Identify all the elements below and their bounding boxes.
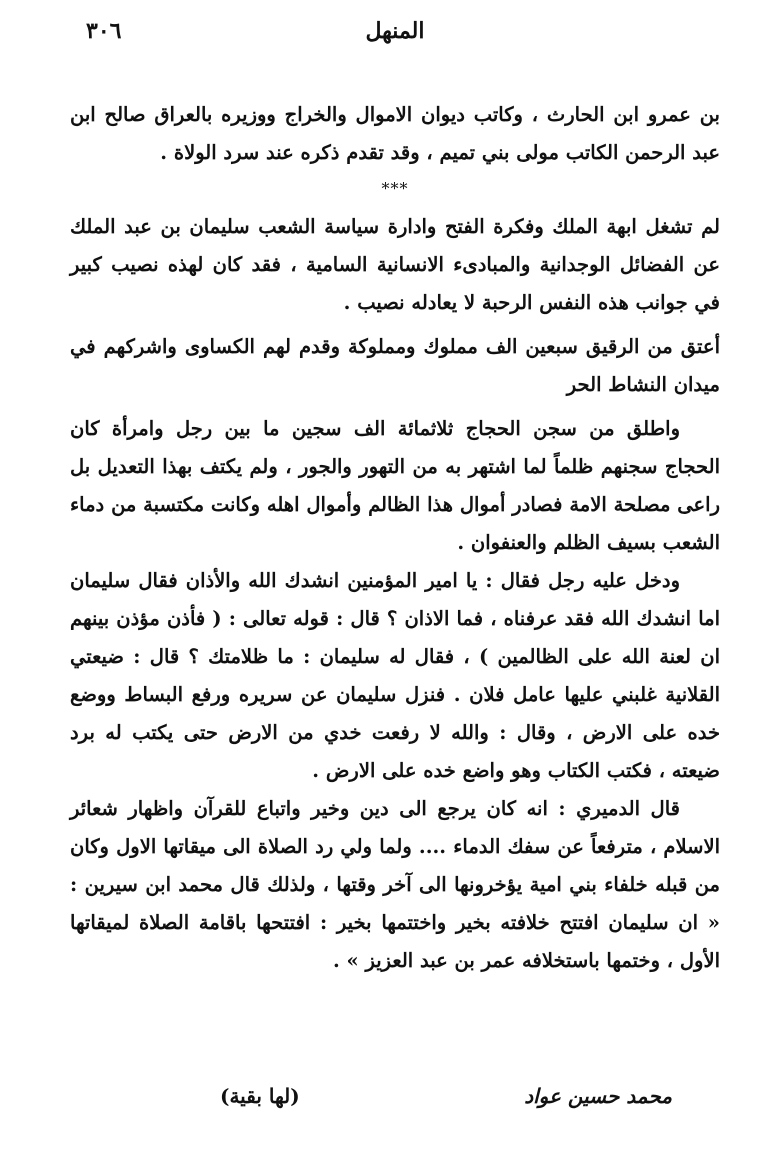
paragraph-5: ودخل عليه رجل فقال : يا امير المؤمنين انشدك الله والأذان فقال سليمان اما انشدك الله فقد عرفناه ، فما الاذان ؟ قال : قوله تعالى : ( فأذن مؤذن بينهم ان لعنة الله على الظالمين ) ، فقال له سليمان : ما ظلامتك ؟ قال : ضيعتي القلانية غلبني عليها عامل فلان . فنزل سليمان عن سريره ورفع البساط ووضع خده على الارض ، وقال : والله لا رفعت خدي من الارض حتى يكتب له برد ضيعته ، فكتب الكتاب وهو واضع خده على الارض . [70,569,720,782]
section-separator: *** [381,179,409,198]
paragraph-6: قال الدميري : انه كان يرجع الى دين وخير واتباع للقرآن واظهار شعائر الاسلام ، مترفعاً عن سفك الدماء .... ولما ولي رد الصلاة الى ميقاتها الاول وكان من قبله خلفاء بني امية يؤخرونها الى آخر وقتها ، ولذلك قال محمد ابن سيرين : « ان سليمان افتتح خلافته بخير واختتمها بخير : افتتحها باقامة الصلاة لميقاتها الأول ، وختمها باستخلافه عمر بن عبد العزيز » . [70,797,720,972]
paragraph-4: واطلق من سجن الحجاج ثلاثمائة الف سجين ما بين رجل وامرأة كان الحجاج سجنهم ظلماً لما اشتهر به من التهور والجور ، ولم يكتف بهذا التعديل بل راعى مصلحة الامة فصادر أموال هذا الظالم وأموال اهله وكانت مكتسبة من دماء الشعب بسيف الظلم والعنفوان . [70,417,720,554]
author-signature: محمد حسين عواد [524,1084,672,1108]
paragraph-3: أعتق من الرقيق سبعين الف مملوك ومملوكة وقدم لهم الكساوى واشركهم في ميدان النشاط الحر [70,335,720,396]
paragraph-1: بن عمرو ابن الحارث ، وكاتب ديوان الاموال والخراج ووزيره بالعراق صالح ابن عبد الرحمن الكاتب مولى بني تميم ، وقد تقدم ذكره عند سرد الولاة . [70,103,720,164]
book-page [70,14,720,1134]
running-title: المنهل [365,18,425,44]
page-body [70,96,720,980]
continued-note: (لها بقية) [220,1084,300,1108]
page-footer [70,1084,720,1124]
paragraph-2: لم تشغل ابهة الملك وفكرة الفتح وادارة سياسة الشعب سليمان بن عبد الملك عن الفضائل الوجدانية والمبادىء الانسانية السامية ، فقد كان لهذه نصيب كبير في جوانب هذه النفس الرحبة لا يعادله نصيب . [70,215,720,314]
page-header [70,14,720,54]
page-number: ٣٠٦ [86,18,122,44]
